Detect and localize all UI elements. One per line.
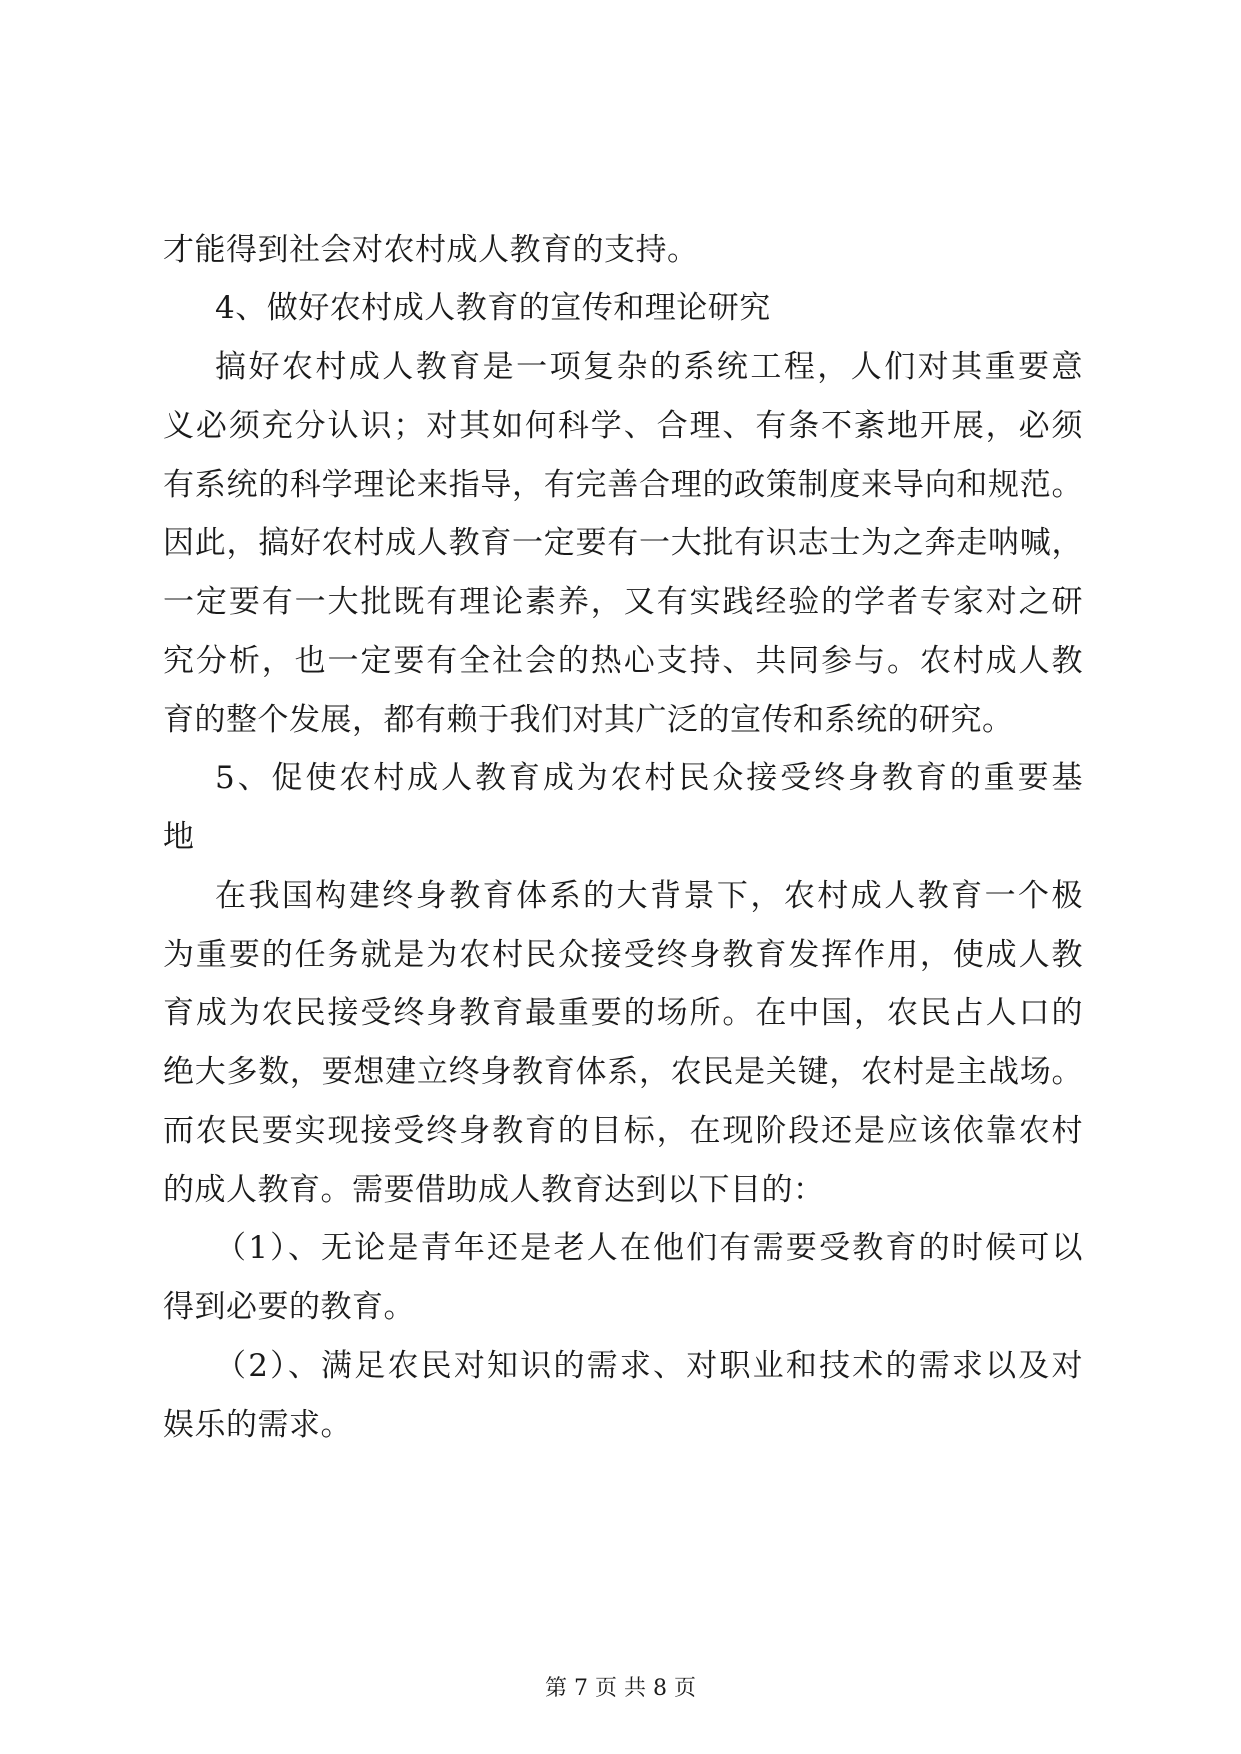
text-line: 一定要有一大批既有理论素养，又有实践经验的学者专家对之研 [163,584,1083,620]
text-line: 因此，搞好农村成人教育一定要有一大批有识志士为之奔走呐喊， [163,525,1083,561]
list-item-2-cont: 娱乐的需求。 [163,1407,352,1443]
text-line: 在我国构建终身教育体系的大背景下，农村成人教育一个极 [215,878,1083,914]
text-line: 有系统的科学理论来指导，有完善合理的政策制度来导向和规范。 [163,467,1083,503]
text-line: 而农民要实现接受终身教育的目标，在现阶段还是应该依靠农村 [163,1113,1083,1149]
section-heading-5: 5、促使农村成人教育成为农村民众接受终身教育的重要基 [215,760,1083,796]
text-line: 究分析，也一定要有全社会的热心支持、共同参与。农村成人教 [163,643,1083,679]
text-line: 才能得到社会对农村成人教育的支持。 [163,232,699,268]
text-line: 义必须充分认识；对其如何科学、合理、有条不紊地开展，必须 [163,408,1083,444]
page-number-footer: 第 7 页 共 8 页 [545,1676,696,1701]
text-line: 育的整个发展，都有赖于我们对其广泛的宣传和系统的研究。 [163,702,1014,738]
list-item-1: （1）、无论是青年还是老人在他们有需要受教育的时候可以 [215,1230,1083,1266]
text-line: 绝大多数，要想建立终身教育体系，农民是关键，农村是主战场。 [163,1054,1083,1090]
section-heading-4: 4、做好农村成人教育的宣传和理论研究 [215,290,771,326]
list-item-2: （2）、满足农民对知识的需求、对职业和技术的需求以及对 [215,1348,1083,1384]
section-heading-5-cont: 地 [163,819,195,855]
text-line: 搞好农村成人教育是一项复杂的系统工程，人们对其重要意 [215,349,1083,385]
list-item-1-cont: 得到必要的教育。 [163,1289,415,1325]
text-line: 的成人教育。需要借助成人教育达到以下目的： [163,1172,825,1208]
text-line: 育成为农民接受终身教育最重要的场所。在中国，农民占人口的 [163,995,1083,1031]
text-line: 为重要的任务就是为农村民众接受终身教育发挥作用，使成人教 [163,937,1083,973]
